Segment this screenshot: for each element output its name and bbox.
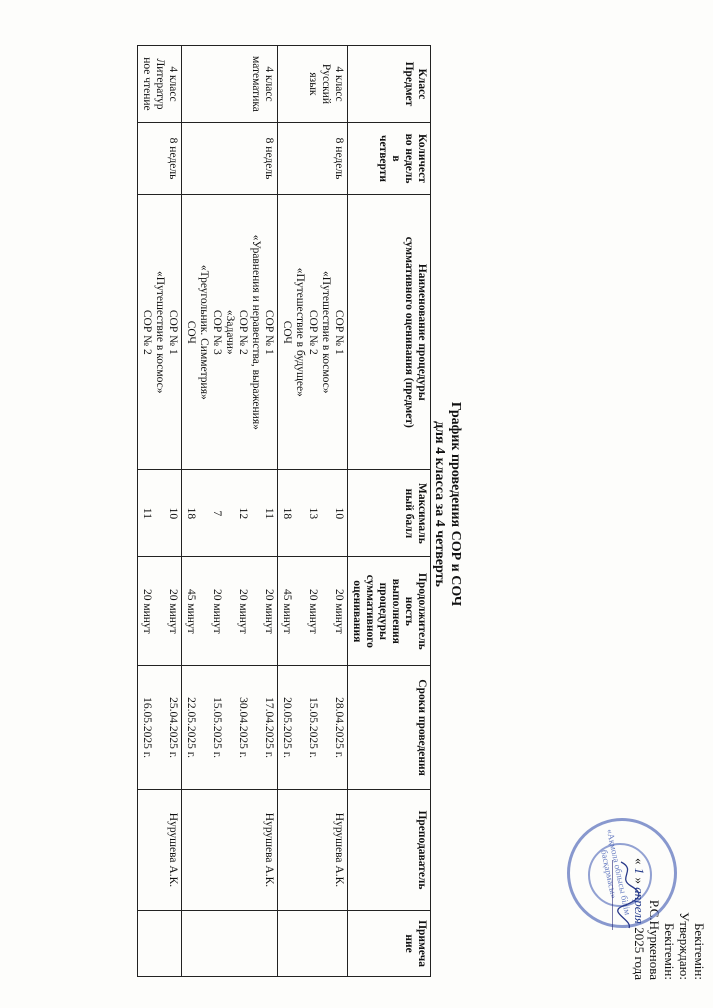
cell-durations-line: 20 минут bbox=[307, 588, 319, 634]
cell-dates bbox=[138, 666, 182, 790]
cell-durations-line: 20 минут bbox=[167, 588, 179, 634]
approval-line-1: Бекітемін: bbox=[692, 922, 707, 980]
cell-dates-line: 20.05.2025 г. bbox=[281, 697, 293, 759]
cell-dates-line: 25.04.2025 г. bbox=[167, 697, 179, 759]
cell-procedures-line: СОР № 1 bbox=[263, 309, 275, 355]
cell-dates bbox=[182, 666, 278, 790]
table-row bbox=[278, 46, 348, 977]
date-open-quote: « bbox=[632, 858, 647, 865]
cell-subject: 4 класс математика bbox=[182, 46, 278, 123]
cell-durations-line: 20 минут bbox=[237, 588, 249, 634]
cell-dates-line bbox=[197, 669, 210, 786]
cell-dates-line bbox=[293, 669, 306, 786]
cell-durations-line bbox=[293, 560, 306, 662]
cell-dates-line: 30.04.2025 г. bbox=[237, 697, 249, 759]
cell-teacher: Нурушева А.К. bbox=[278, 789, 348, 910]
cell-scores bbox=[182, 470, 278, 557]
cell-scores bbox=[138, 470, 182, 557]
cell-dates-line: 15.05.2025 г. bbox=[211, 697, 223, 759]
cell-scores-line bbox=[153, 473, 166, 553]
cell-procedures-line: «Путешествие в космос» bbox=[320, 271, 332, 394]
cell-durations-line bbox=[249, 560, 262, 662]
cell-procedures bbox=[278, 195, 348, 470]
approval-line-3: Бекітемін: bbox=[662, 922, 677, 980]
cell-note bbox=[138, 911, 182, 977]
table-row bbox=[138, 46, 182, 977]
cell-procedures bbox=[182, 195, 278, 470]
date-month: апреля bbox=[632, 887, 647, 924]
cell-scores-line: 10 bbox=[167, 507, 179, 520]
cell-dates bbox=[278, 666, 348, 790]
approval-line-2: Утверждаю: bbox=[677, 912, 692, 980]
cell-scores-line bbox=[249, 473, 262, 553]
cell-scores-line: 18 bbox=[281, 507, 293, 520]
cell-procedures-line: СОР № 2 bbox=[307, 309, 319, 355]
cell-durations-line: 20 минут bbox=[333, 588, 345, 634]
cell-durations-line bbox=[153, 560, 166, 662]
cell-durations-line bbox=[223, 560, 236, 662]
date-day: 1 bbox=[632, 867, 647, 875]
cell-dates-line: 28.04.2025 г. bbox=[333, 697, 345, 759]
cell-scores-line bbox=[319, 473, 332, 553]
cell-procedures-line: «Задачи» bbox=[224, 309, 236, 355]
cell-procedures-line: СОР № 2 bbox=[141, 309, 153, 355]
header-note: Примеча ние bbox=[348, 911, 431, 977]
cell-weeks: 8 недель bbox=[182, 122, 278, 194]
cell-scores-line: 10 bbox=[333, 507, 345, 520]
cell-durations-line: 20 минут bbox=[211, 588, 223, 634]
signature-scribble bbox=[615, 860, 641, 930]
approval-name: Р.С.Нуркенова bbox=[647, 899, 662, 980]
cell-scores-line: 12 bbox=[237, 507, 249, 520]
cell-procedures-line: «Треугольник. Симметрия» bbox=[198, 264, 210, 400]
cell-dates-line: 16.05.2025 г. bbox=[141, 697, 153, 759]
cell-dates-line bbox=[223, 669, 236, 786]
cell-durations-line: 45 минут bbox=[281, 588, 293, 634]
cell-scores-line: 18 bbox=[185, 507, 197, 520]
cell-procedures-line: «Уравнения и неравенства, выражения» bbox=[250, 234, 262, 430]
cell-procedures-line: СОЧ bbox=[185, 320, 197, 344]
cell-procedures-line: «Путешествие в будущее» bbox=[294, 267, 306, 397]
cell-durations bbox=[278, 557, 348, 666]
cell-durations bbox=[182, 557, 278, 666]
cell-dates-line bbox=[319, 669, 332, 786]
cell-scores bbox=[278, 470, 348, 557]
table-header-row bbox=[348, 46, 431, 977]
cell-note bbox=[182, 911, 278, 977]
cell-weeks: 8 недель bbox=[138, 122, 182, 194]
header-teacher: Преподаватель bbox=[348, 789, 431, 910]
cell-dates-line bbox=[153, 669, 166, 786]
cell-teacher: Нурушева А.К. bbox=[138, 789, 182, 910]
table-row bbox=[182, 46, 278, 977]
cell-scores-line: 13 bbox=[307, 507, 319, 520]
cell-scores-line: 11 bbox=[141, 507, 153, 519]
cell-procedures-line: «Путешествие в космос» bbox=[154, 271, 166, 394]
cell-durations-line: 20 минут bbox=[141, 588, 153, 634]
cell-subject: 4 класс Литератур ное чтение bbox=[138, 46, 182, 123]
header-weeks: Количест во недель в четверти bbox=[348, 122, 431, 194]
cell-durations-line: 20 минут bbox=[263, 588, 275, 634]
header-class-subject: Класс Предмет bbox=[348, 46, 431, 123]
cell-weeks: 8 недель bbox=[278, 122, 348, 194]
page-title: График проведения СОР и СОЧ bbox=[448, 401, 463, 607]
cell-durations-line bbox=[319, 560, 332, 662]
table-body bbox=[138, 46, 348, 977]
cell-note bbox=[278, 911, 348, 977]
cell-procedures-line: СОЧ bbox=[281, 320, 293, 344]
cell-dates-line: 22.05.2025 г. bbox=[185, 697, 197, 759]
cell-scores-line: 11 bbox=[263, 507, 275, 519]
cell-dates-line: 17.04.2025 г. bbox=[263, 697, 275, 759]
header-procedure: Наименование процедуры суммативного оценивания (предмет) bbox=[348, 195, 431, 470]
cell-teacher: Нурушева А.К. bbox=[182, 789, 278, 910]
signature bbox=[612, 860, 635, 930]
date-year: 2025 года bbox=[632, 927, 647, 980]
page-subtitle: для 4 класса за 4 четверть bbox=[432, 421, 447, 587]
cell-procedures-line: СОР № 1 bbox=[167, 309, 179, 355]
cell-procedures-line: СОР № 1 bbox=[333, 309, 345, 355]
cell-scores-line bbox=[293, 473, 306, 553]
cell-procedures-line: СОР № 2 bbox=[237, 309, 249, 355]
schedule-table bbox=[137, 45, 431, 977]
stamp-text: «Ақмола облысы білім басқармасы» bbox=[599, 828, 633, 916]
date-close-quote: » bbox=[632, 877, 647, 885]
header-dates: Сроки проведения bbox=[348, 666, 431, 790]
cell-dates-line: 15.05.2025 г. bbox=[307, 697, 319, 759]
cell-subject: 4 класс Русский язык bbox=[278, 46, 348, 123]
cell-procedures bbox=[138, 195, 182, 470]
cell-scores-line bbox=[223, 473, 236, 553]
cell-durations-line: 45 минут bbox=[185, 588, 197, 634]
cell-scores-line bbox=[197, 473, 210, 553]
cell-durations bbox=[138, 557, 182, 666]
header-max-score: Максималь ный балл bbox=[348, 470, 431, 557]
cell-scores-line: 7 bbox=[211, 510, 223, 517]
cell-dates-line bbox=[249, 669, 262, 786]
header-duration: Продолжитель ность выполнения процедуры суммативного оценивания bbox=[348, 557, 431, 666]
cell-durations-line bbox=[197, 560, 210, 662]
cell-procedures-line: СОР № 3 bbox=[211, 309, 223, 355]
